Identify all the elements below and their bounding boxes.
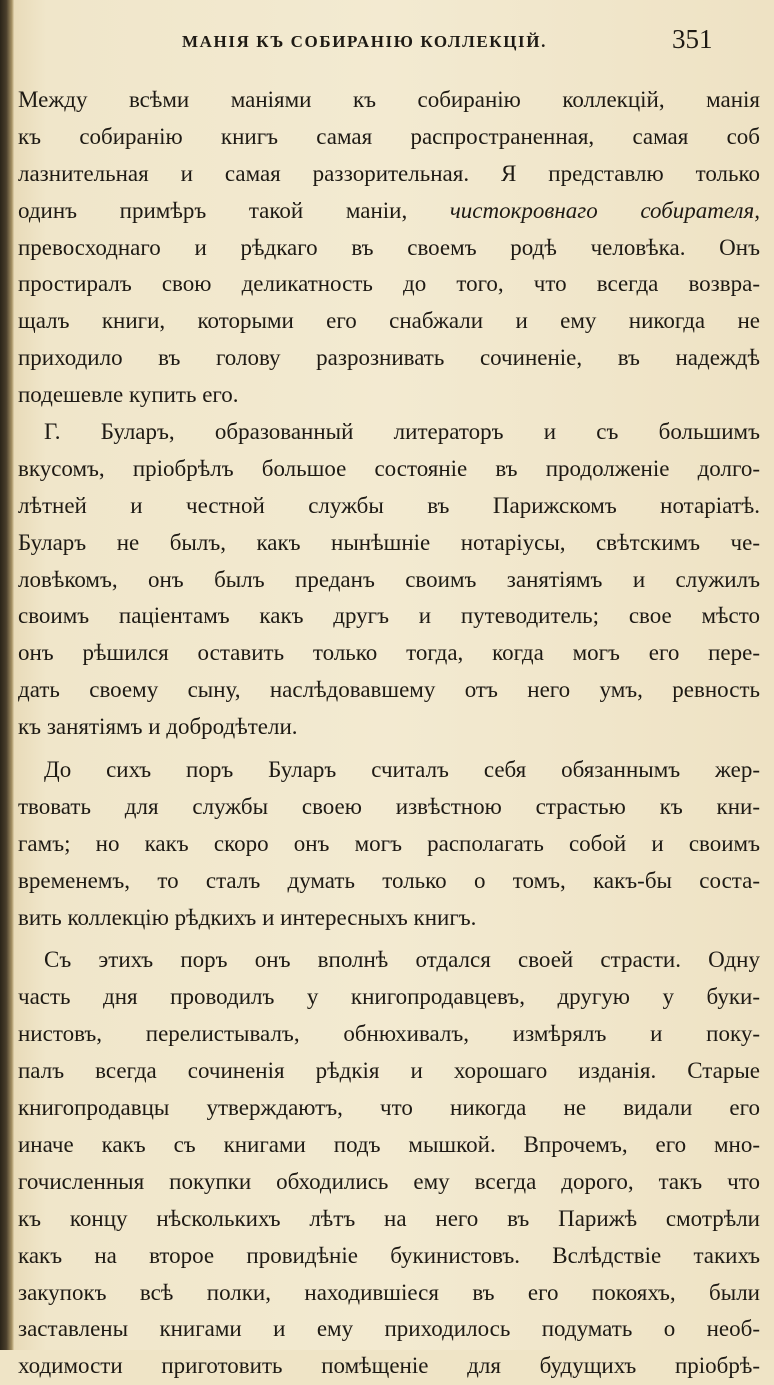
text-line: какъ на второе провидѣніе букинистовъ. Вслѣдствіе такихъ	[18, 1242, 760, 1268]
text-line: вкусомъ, пріобрѣлъ большое состояніе въ продолженіе долго-	[18, 455, 760, 481]
text-line: часть дня проводилъ у книгопродавцевъ, другую у буки-	[18, 984, 760, 1010]
text-line: приходило въ голову разрознивать сочиненіе, въ надеждѣ	[18, 345, 760, 371]
text-line: иначе какъ съ книгами подъ мышкой. Впрочемъ, его мно-	[18, 1131, 760, 1157]
text-line: щалъ книги, которыми его снабжали и ему никогда не	[18, 308, 760, 334]
text-line: Съ этихъ поръ онъ вполнѣ отдался своей страсти. Одну	[44, 947, 760, 973]
book-spine-shadow	[0, 0, 14, 1350]
text-line: ловѣкомъ, онъ былъ преданъ своимъ занятіямъ и служилъ	[18, 566, 760, 592]
text-line: вить коллекцію рѣдкихъ и интересныхъ книгъ.	[18, 904, 477, 930]
text-line: нистовъ, перелистывалъ, обнюхивалъ, измѣрялъ и поку-	[18, 1021, 760, 1047]
text-line: палъ всегда сочиненія рѣдкія и хорошаго изданія. Старые	[18, 1058, 760, 1084]
text-line: простиралъ свою деликатность до того, что всегда возвра-	[18, 271, 760, 297]
text-line: лѣтней и честной службы въ Парижскомъ нотаріатѣ.	[18, 492, 760, 518]
text-line: книгопродавцы утверждаютъ, что никогда не видали его	[18, 1095, 760, 1121]
running-head: МАНІЯ КЪ СОБИРАНІЮ КОЛЛЕКЦІЙ.	[182, 32, 547, 51]
italic-phrase: чистокровнаго собирателя,	[449, 197, 760, 223]
text-line: Буларъ не былъ, какъ нынѣшніе нотаріусы, свѣтскимъ че-	[18, 529, 760, 555]
text-line: къ собиранію книгъ самая распространенная, самая соб	[18, 123, 760, 149]
text-line: своимъ паціентамъ какъ другъ и путеводитель; свое мѣсто	[18, 603, 760, 629]
text-line: гочисленныя покупки обходились ему всегда дорого, такъ что	[18, 1168, 760, 1194]
text-line: онъ рѣшился оставить только тогда, когда могъ его пере-	[18, 640, 760, 666]
text-line: лазнительная и самая раззорительная. Я представлю только	[18, 160, 760, 186]
body-text	[18, 82, 760, 1385]
text-line: Между всѣми маніями къ собиранію коллекцій, манія	[18, 87, 760, 112]
text-line: До сихъ поръ Буларъ считалъ себя обязаннымъ жер-	[44, 757, 760, 783]
page-number: 351	[672, 24, 713, 54]
text-line: гамъ; но какъ скоро онъ могъ располагать собой и своимъ	[18, 830, 760, 856]
text-line: подешевле купить его.	[18, 382, 239, 408]
page-header	[0, 22, 774, 66]
text-line: превосходнаго и рѣдкаго въ своемъ родѣ человѣка. Онъ	[18, 234, 760, 260]
text-line: Г. Буларъ, образованный литераторъ и съ большимъ	[44, 419, 760, 445]
text-line-with-italic	[18, 193, 760, 230]
text-line: дать своему сыну, наслѣдовавшему отъ него умъ, ревность	[18, 677, 760, 703]
text-line: твовать для службы своею извѣстною страстью къ кни-	[18, 793, 760, 819]
text-line: ходимости приготовить помѣщеніе для будущихъ пріобрѣ-	[18, 1353, 760, 1379]
text-segment: одинъ примѣръ такой маніи,	[18, 197, 408, 223]
text-line: временемъ, то сталъ думать только о томъ, какъ-бы соста-	[18, 867, 760, 893]
text-line: заставлены книгами и ему приходилось подумать о необ-	[18, 1316, 760, 1342]
text-line: къ концу нѣсколькихъ лѣтъ на него въ Парижѣ смотрѣли	[18, 1205, 760, 1231]
text-line: закупокъ всѣ полки, находившіеся въ его покояхъ, были	[18, 1279, 760, 1305]
text-line: къ занятіямъ и добродѣтели.	[18, 714, 298, 740]
